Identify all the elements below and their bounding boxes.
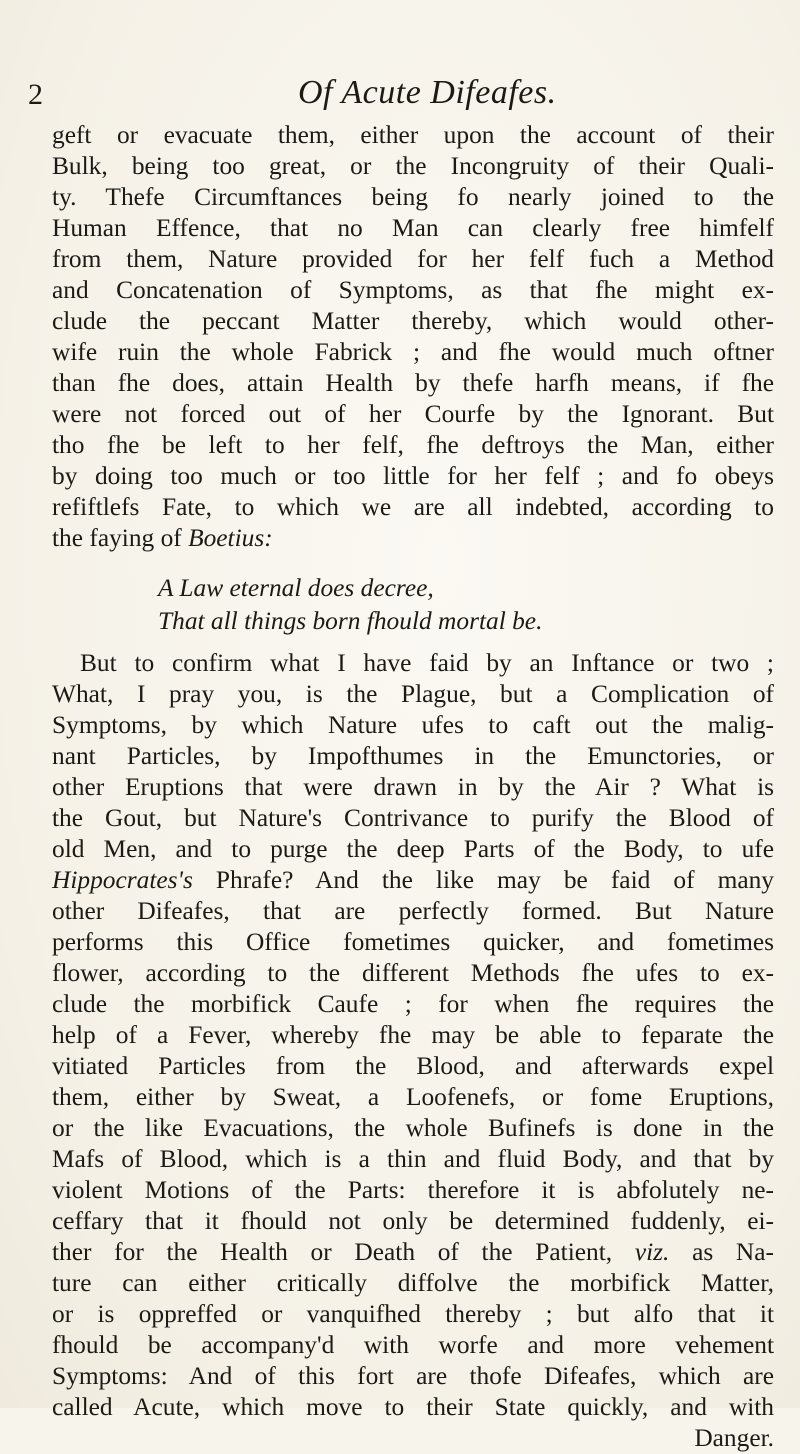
- running-title: Of Acute Difeafes.: [298, 74, 557, 111]
- text-line: performs this Office fometimes quicker, and fometimes: [52, 928, 774, 956]
- paragraph-1: [52, 120, 774, 554]
- text-line: clude the morbifick Caufe ; for when fhe requires the: [52, 990, 774, 1018]
- text-line: geft or evacuate them, either upon the account of their: [52, 121, 774, 149]
- text-line: other Difeafes, that are perfectly formed. But Nature: [52, 897, 774, 925]
- text-line: and Concatenation of Symptoms, as that fhe might ex-: [52, 276, 774, 304]
- text-line: Symptoms: And of this fort are thofe Difeafes, which are: [52, 1362, 774, 1390]
- text-line: ceffary that it fhould not only be determined fuddenly, ei-: [52, 1207, 774, 1235]
- text-fragment: the faying of: [52, 524, 189, 552]
- text-line: were not forced out of her Courfe by the Ignorant. But: [52, 400, 774, 428]
- text-line: [52, 865, 774, 896]
- text-fragment: as Na-: [669, 1238, 774, 1266]
- text-line: old Men, and to purge the deep Parts of the Body, to ufe: [52, 835, 774, 863]
- paragraph-2: [52, 648, 774, 1454]
- text-line: or the like Evacuations, the whole Bufinefs is done in the: [52, 1114, 774, 1142]
- text-line: [52, 523, 774, 554]
- body-text: [52, 120, 774, 1454]
- text-line: [52, 1237, 774, 1268]
- text-line: Human Effence, that no Man can clearly free himfelf: [52, 214, 774, 242]
- text-line: than fhe does, attain Health by thefe harfh means, if fhe: [52, 369, 774, 397]
- text-line: by doing too much or too little for her felf ; and fo obeys: [52, 462, 774, 490]
- text-line: them, either by Sweat, a Loofenefs, or fome Eruptions,: [52, 1083, 774, 1111]
- text-line: violent Motions of the Parts: therefore it is abfolutely ne-: [52, 1176, 774, 1204]
- text-fragment: ther for the Health or Death of the Patient,: [52, 1238, 635, 1266]
- page-number: 2: [28, 78, 43, 111]
- text-line: nant Particles, by Impofthumes in the Emunctories, or: [52, 742, 774, 770]
- text-line: What, I pray you, is the Plague, but a Complication of: [52, 680, 774, 708]
- running-head: [28, 74, 768, 118]
- text-line: wife ruin the whole Fabrick ; and fhe would much oftner: [52, 338, 774, 366]
- text-line: tho fhe be left to her felf, fhe deftroys the Man, either: [52, 431, 774, 459]
- text-line: help of a Fever, whereby fhe may be able to feparate the: [52, 1021, 774, 1049]
- verse-quotation: [52, 572, 774, 638]
- verse-line: A Law eternal does decree,: [158, 574, 434, 602]
- author-name: Hippocrates's: [52, 866, 193, 894]
- text-line: Mafs of Blood, which is a thin and fluid Body, and that by: [52, 1145, 774, 1173]
- text-line: But to confirm what I have faid by an Inftance or two ;: [80, 649, 774, 677]
- text-line: called Acute, which move to their State quickly, and with: [52, 1393, 774, 1421]
- text-line: from them, Nature provided for her felf fuch a Method: [52, 245, 774, 273]
- text-line: ty. Thefe Circumftances being fo nearly joined to the: [52, 183, 774, 211]
- text-line: or is oppreffed or vanquifhed thereby ; but alfo that it: [52, 1300, 774, 1328]
- text-line: flower, according to the different Methods fhe ufes to ex-: [52, 959, 774, 987]
- text-line: clude the peccant Matter thereby, which would other-: [52, 307, 774, 335]
- text-line: Bulk, being too great, or the Incongruity of their Quali-: [52, 152, 774, 180]
- text-line: ture can either critically diffolve the morbifick Matter,: [52, 1269, 774, 1297]
- abbreviation: viz.: [634, 1238, 670, 1266]
- text-line: the Gout, but Nature's Contrivance to purify the Blood of: [52, 804, 774, 832]
- text-line: vitiated Particles from the Blood, and afterwards expel: [52, 1052, 774, 1080]
- verse-line: That all things born fhould mortal be.: [158, 607, 543, 635]
- text-line: other Eruptions that were drawn in by the Air ? What is: [52, 773, 774, 801]
- text-line: fhould be accompany'd with worfe and more vehement: [52, 1331, 774, 1359]
- text-line: Symptoms, by which Nature ufes to caft out the malig-: [52, 711, 774, 739]
- catchword: Danger.: [694, 1424, 774, 1452]
- text-fragment: Phrafe? And the like may be faid of many: [192, 866, 774, 894]
- author-name: Boetius:: [188, 524, 273, 552]
- text-line: refiftlefs Fate, to which we are all indebted, according to: [52, 493, 774, 521]
